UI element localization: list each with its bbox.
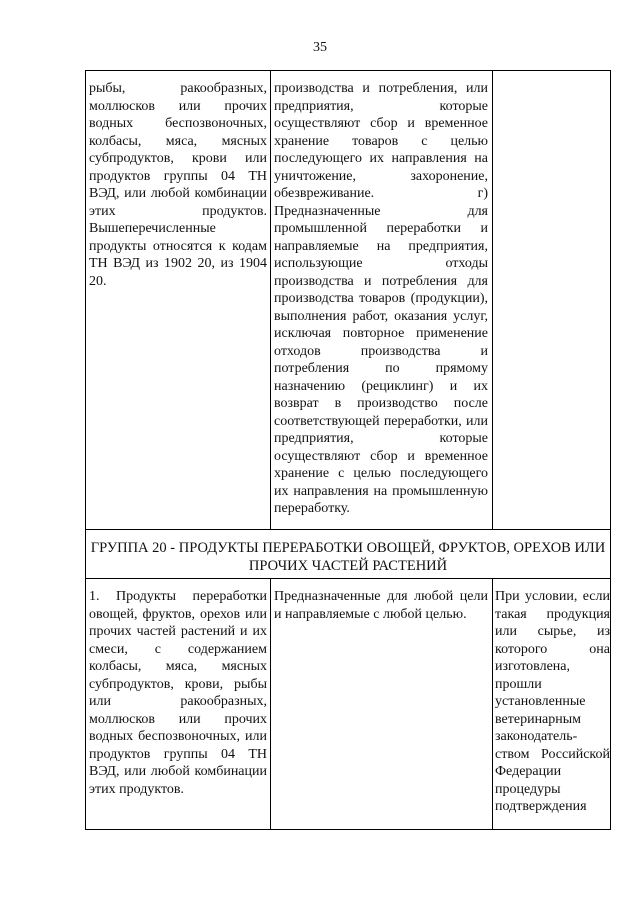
purpose-cell: производства и потребления, или предприятия, которые осуществляют сбор и временное хранение товаров с целью последующего их направления на уничтожение, захоронение, обезвреживание. г) Предназначенные для промышленной переработки и направляемые на предприятия, использующие отходы производства и потребления для производства товаров (продукции), выполнения работ, оказания услуг, исключая повторное применение отходов производства и потребления по прямому назначению (рециклинг) и их возврат в производство после соответствующей переработки, или предприятия, которые осуществляют сбор и временное хранение с целью последующего их направления на промышленную переработку. (274, 81, 488, 516)
column-divider (270, 579, 271, 829)
group-heading: ГРУППА 20 - ПРОДУКТЫ ПЕРЕРАБОТКИ ОВОЩЕЙ, ФРУКТОВ, ОРЕХОВ ИЛИ ПРОЧИХ ЧАСТЕЙ РАСТЕНИЙ (90, 540, 606, 574)
group-heading-row (85, 529, 611, 579)
column-divider (492, 71, 493, 529)
product-description-cell: рыбы, ракообразных, моллюсков или прочих водных беспозвоночных, колбасы, мяса, мясных субпродуктов, крови или продуктов группы 04 ТН ВЭД, или любой комбинации этих продуктов. Вышеперечисленные продукты относятся к кодам ТН ВЭД из 1902 20, из 1904 20. (89, 81, 267, 289)
product-description-cell: 1. Продукты переработки овощей, фруктов, орехов или прочих частей растений и их смеси, с содержанием колбасы, мяса, мясных субпродуктов, крови, рыбы или ракообразных, моллюсков или прочих водных беспозвоночных, или продуктов группы 04 ТН ВЭД, или любой комбинации этих продуктов. (89, 589, 267, 797)
purpose-cell: Предназначенные для любой цели и направляемые с любой целью. (274, 589, 488, 622)
table-row (85, 578, 611, 830)
column-divider (270, 71, 271, 529)
conditions-cell: При условии, если такая продукция или сырье, из которого она изготовлена, прошли установленные ветеринарным законодатель-ством Российской Федерации процедуры подтверждения (495, 589, 610, 814)
column-divider (492, 579, 493, 829)
page-number: 35 (313, 40, 327, 55)
table-row-continuation (85, 70, 611, 530)
